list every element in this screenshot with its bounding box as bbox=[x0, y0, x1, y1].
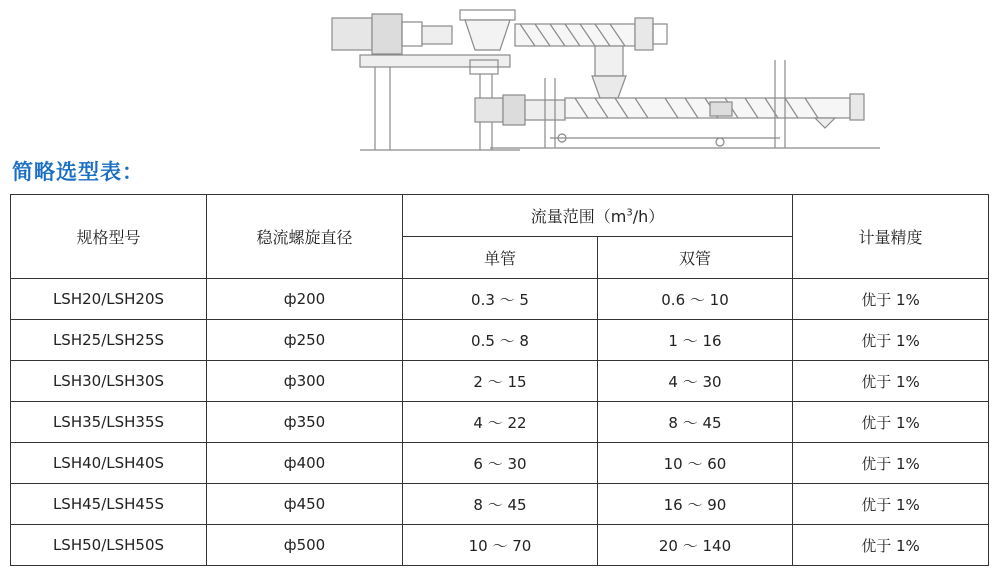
header-flow-prefix: 流量范围（m bbox=[530, 207, 627, 226]
cell-single: 6 ～ 30 bbox=[403, 443, 598, 484]
cell-double: 16 ～ 90 bbox=[598, 484, 793, 525]
header-flow-suffix: /h） bbox=[632, 207, 665, 226]
table-row bbox=[11, 525, 989, 566]
table-row bbox=[11, 443, 989, 484]
cell-screw: ф500 bbox=[207, 525, 403, 566]
cell-accuracy: 优于 1% bbox=[793, 320, 989, 361]
cell-double: 0.6 ～ 10 bbox=[598, 279, 793, 320]
cell-model: LSH35/LSH35S bbox=[11, 402, 207, 443]
cell-model: LSH30/LSH30S bbox=[11, 361, 207, 402]
cell-screw: ф350 bbox=[207, 402, 403, 443]
table-row bbox=[11, 279, 989, 320]
cell-double: 20 ～ 140 bbox=[598, 525, 793, 566]
cell-single: 10 ～ 70 bbox=[403, 525, 598, 566]
cell-screw: ф400 bbox=[207, 443, 403, 484]
table-row bbox=[11, 402, 989, 443]
header-single-pipe: 单管 bbox=[403, 237, 598, 279]
table-row bbox=[11, 320, 989, 361]
header-screw-diameter: 稳流螺旋直径 bbox=[207, 195, 403, 279]
header-model: 规格型号 bbox=[11, 195, 207, 279]
cell-double: 1 ～ 16 bbox=[598, 320, 793, 361]
cell-screw: ф300 bbox=[207, 361, 403, 402]
cell-screw: ф450 bbox=[207, 484, 403, 525]
cell-model: LSH40/LSH40S bbox=[11, 443, 207, 484]
cell-double: 4 ～ 30 bbox=[598, 361, 793, 402]
machine-drawing bbox=[320, 0, 900, 160]
cell-single: 0.3 ～ 5 bbox=[403, 279, 598, 320]
header-accuracy: 计量精度 bbox=[793, 195, 989, 279]
header-double-pipe: 双管 bbox=[598, 237, 793, 279]
cell-single: 0.5 ～ 8 bbox=[403, 320, 598, 361]
selection-table bbox=[10, 194, 989, 566]
cell-double: 10 ～ 60 bbox=[598, 443, 793, 484]
cell-accuracy: 优于 1% bbox=[793, 279, 989, 320]
cell-model: LSH50/LSH50S bbox=[11, 525, 207, 566]
header-flow-sup: 3 bbox=[626, 207, 633, 219]
cell-accuracy: 优于 1% bbox=[793, 443, 989, 484]
cell-single: 8 ～ 45 bbox=[403, 484, 598, 525]
table-row bbox=[11, 361, 989, 402]
table-row bbox=[11, 484, 989, 525]
cell-double: 8 ～ 45 bbox=[598, 402, 793, 443]
cell-screw: ф250 bbox=[207, 320, 403, 361]
header-flow-range bbox=[403, 195, 793, 237]
cell-accuracy: 优于 1% bbox=[793, 525, 989, 566]
cell-accuracy: 优于 1% bbox=[793, 484, 989, 525]
cell-accuracy: 优于 1% bbox=[793, 402, 989, 443]
page-title: 简略选型表： bbox=[12, 160, 144, 184]
cell-model: LSH45/LSH45S bbox=[11, 484, 207, 525]
cell-single: 4 ～ 22 bbox=[403, 402, 598, 443]
cell-model: LSH25/LSH25S bbox=[11, 320, 207, 361]
cell-model: LSH20/LSH20S bbox=[11, 279, 207, 320]
cell-screw: ф200 bbox=[207, 279, 403, 320]
cell-accuracy: 优于 1% bbox=[793, 361, 989, 402]
cell-single: 2 ～ 15 bbox=[403, 361, 598, 402]
